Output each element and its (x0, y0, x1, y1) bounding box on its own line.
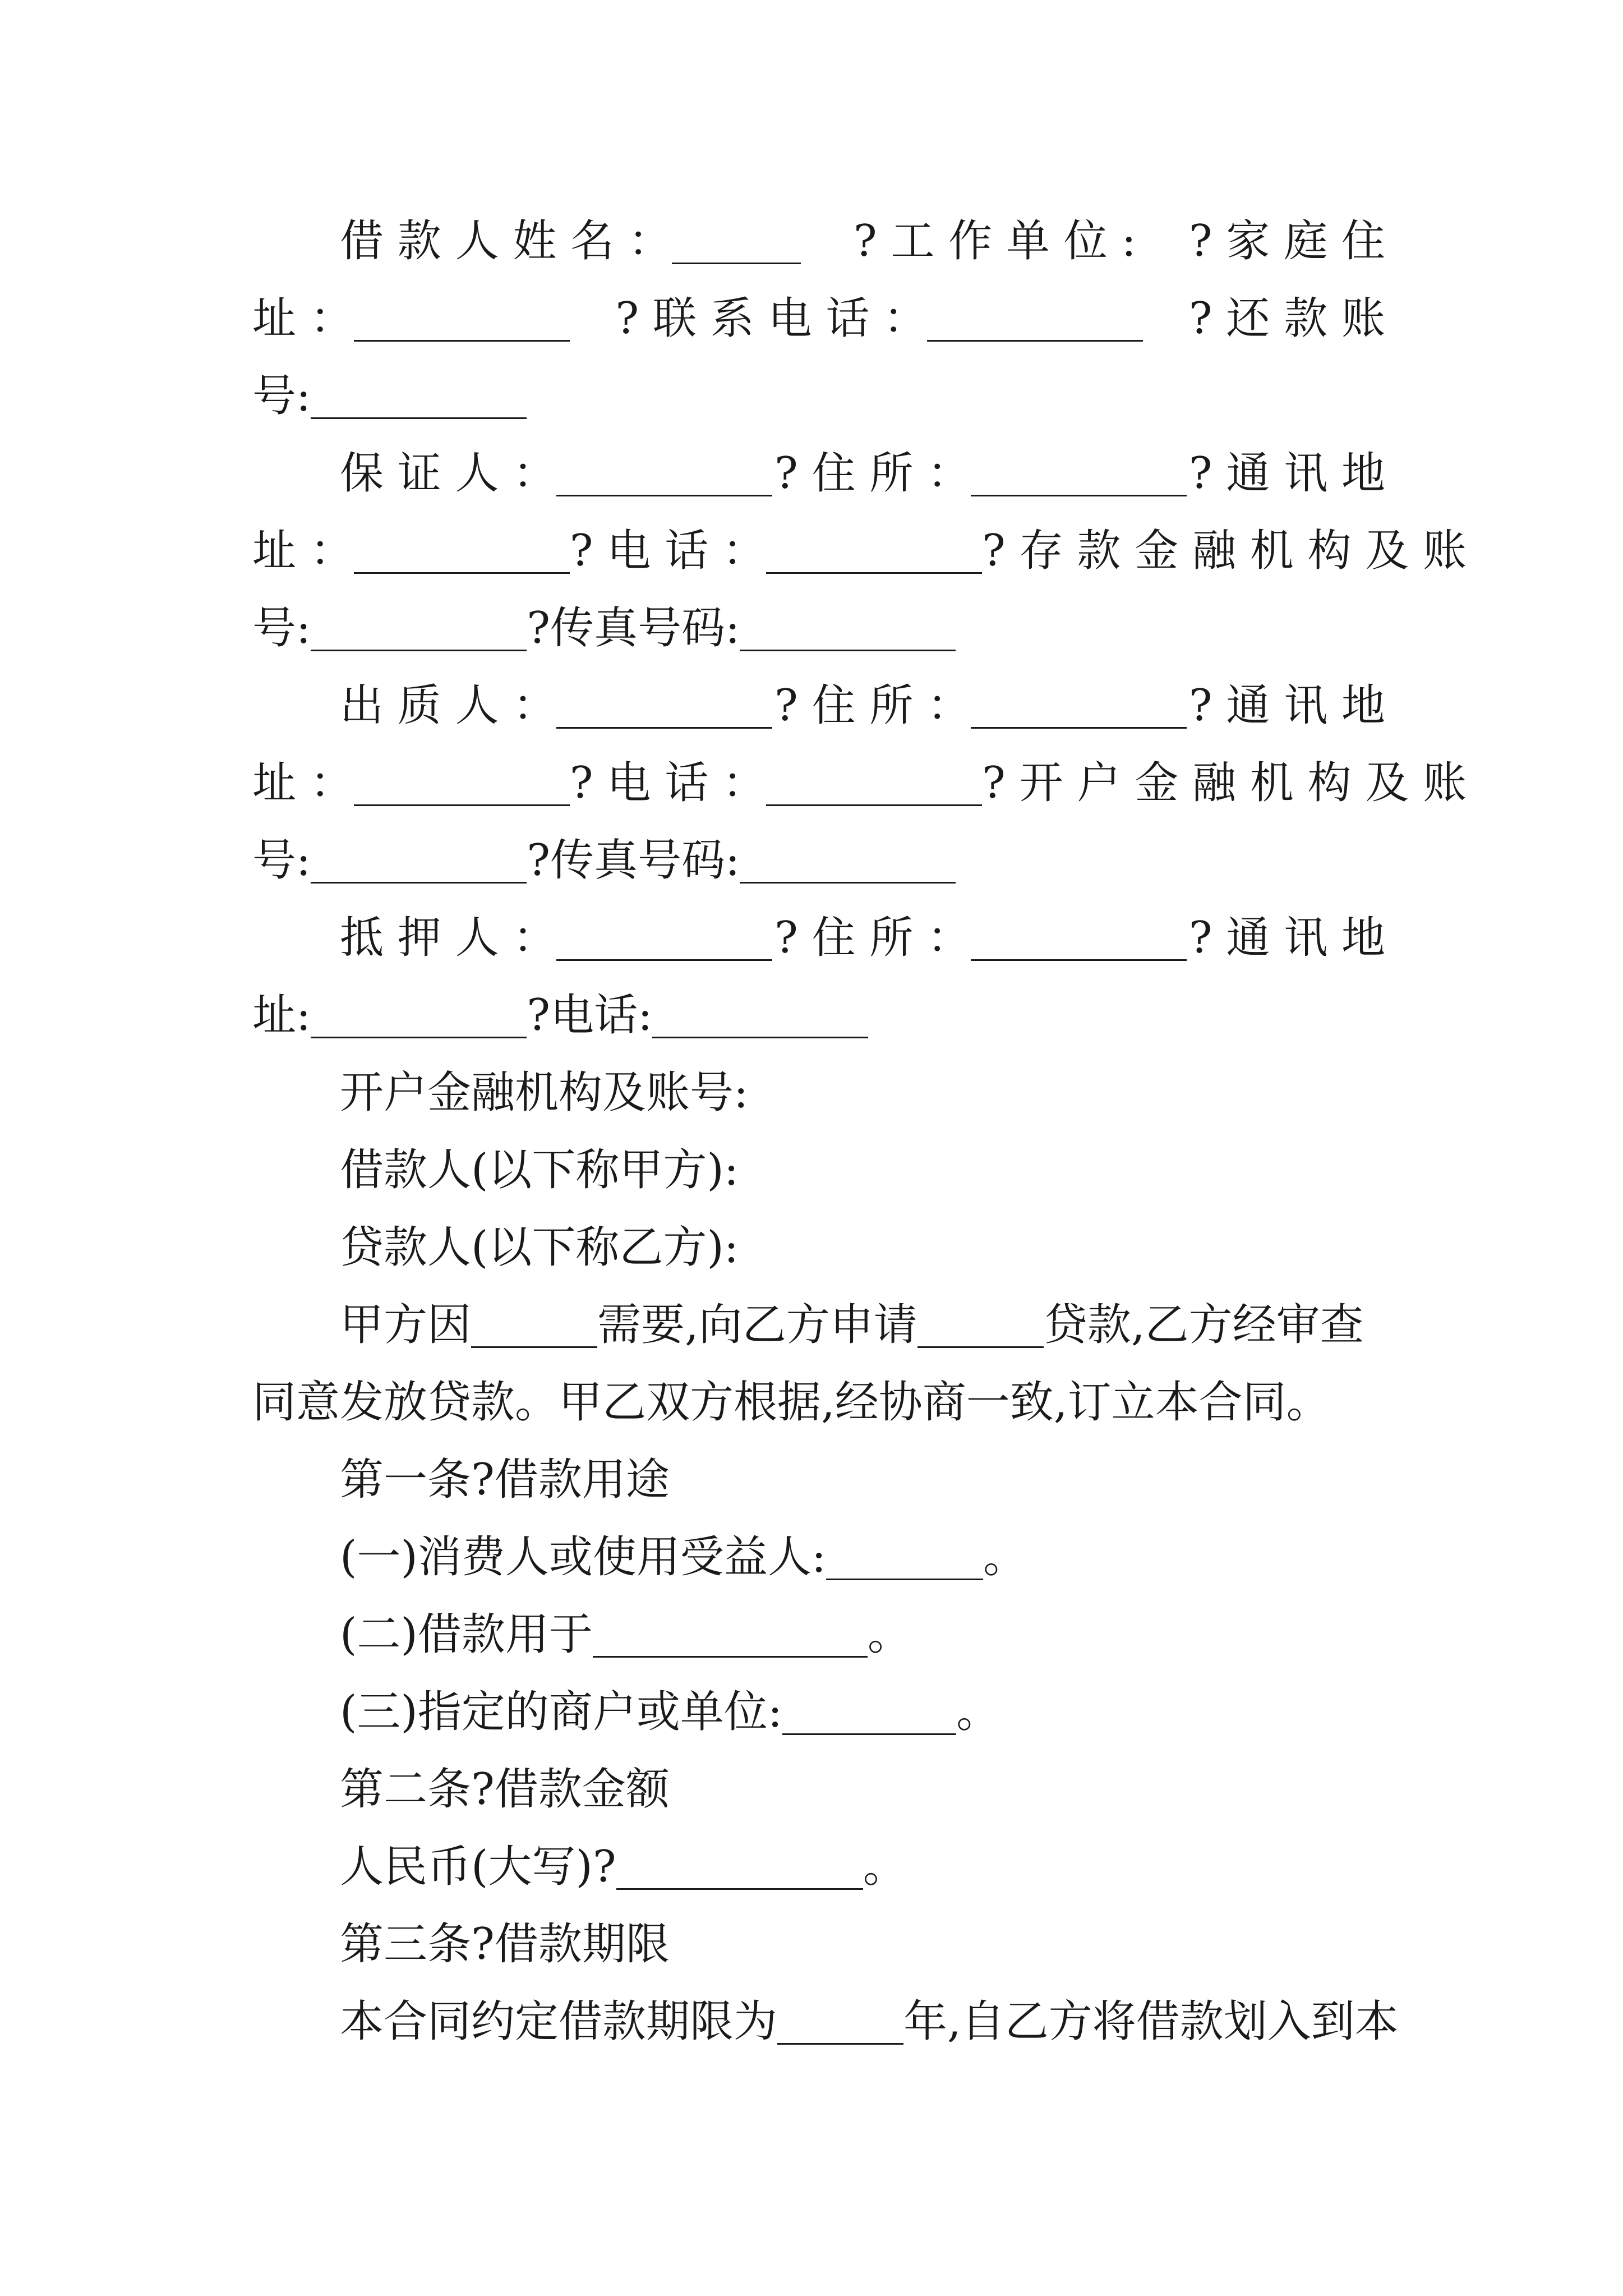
pledgor-addr-cont: 址 ： (252, 758, 354, 808)
pledgor-residence-label: ? 住 所 ： (774, 680, 971, 731)
guarantor-fax-blank[interactable] (740, 606, 956, 651)
borrower-name-label: 借 款 人 姓 名 ： (340, 216, 672, 266)
guarantor-acct-cont: 号: (252, 603, 311, 654)
pledgor-bank-label: ? 开 户 金 融 机 构 及 账 (982, 758, 1467, 808)
need-blank[interactable] (471, 1303, 597, 1348)
article-1-item-1 (340, 1524, 1027, 1591)
borrower-line-1 (340, 208, 1385, 275)
pledgor-phone-blank[interactable] (766, 761, 982, 806)
article-2-title: 第二条?借款金额 (340, 1764, 670, 1815)
guarantor-addr-blank[interactable] (354, 528, 570, 574)
phone-blank[interactable] (927, 296, 1143, 342)
loan-purpose-blank[interactable] (593, 1612, 868, 1658)
party-a-line: 借款人(以下称甲方): (340, 1145, 739, 1195)
home-label: ? 家 庭 住 (1188, 216, 1385, 266)
pledgor-blank[interactable] (556, 683, 772, 729)
pledgor-label: 出 质 人 ： (340, 680, 557, 731)
article-1-title: 第一条?借款用途 (340, 1455, 670, 1505)
borrower-line-3 (252, 362, 527, 430)
pledgor-acct-cont: 号: (252, 835, 311, 886)
guarantor-deposit-label: ? 存 款 金 融 机 构 及 账 (982, 526, 1467, 576)
pledgor-comm-addr-label: ? 通 讯 地 (1188, 680, 1385, 731)
pledgor-addr-blank[interactable] (354, 761, 570, 806)
pledgor-fax-label: ?传真号码: (527, 835, 740, 886)
art2-1-period: 。 (863, 1842, 907, 1892)
term-years-blank[interactable] (777, 1999, 903, 2045)
merchant-blank[interactable] (782, 1690, 956, 1735)
intro-1b: 需要,向乙方申请 (597, 1300, 917, 1350)
art1-3-period: 。 (956, 1687, 1000, 1737)
party-b-line: 贷款人(以下称乙方): (340, 1222, 739, 1273)
mortgagor-addr-blank[interactable] (311, 993, 527, 1038)
guarantor-residence-label: ? 住 所 ： (774, 448, 971, 499)
pledgor-fax-blank[interactable] (740, 838, 956, 884)
art1-2-period: 。 (867, 1609, 911, 1660)
art1-1-period: 。 (983, 1532, 1027, 1582)
guarantor-fax-label: ?传真号码: (527, 603, 740, 654)
guarantor-label: 保 证 人 ： (340, 448, 557, 499)
mortgagor-residence-blank[interactable] (971, 915, 1187, 961)
guarantor-addr-cont: 址 ： (252, 526, 354, 576)
beneficiary-blank[interactable] (826, 1535, 983, 1580)
intro-1a: 甲方因 (340, 1300, 472, 1350)
article-1-item-3 (340, 1678, 1000, 1746)
pledgor-line-3 (252, 827, 956, 894)
guarantor-comm-addr-label: ? 通 讯 地 (1188, 448, 1385, 499)
art3-1a: 本合同约定借款期限为 (340, 1996, 778, 2047)
pledgor-phone-label: ? 电 话 ： (569, 758, 766, 808)
repay-label: ? 还 款 账 (1188, 293, 1385, 344)
pledgor-residence-blank[interactable] (971, 683, 1187, 729)
home-addr-blank[interactable] (354, 296, 570, 342)
bank-account-line: 开户金融机构及账号: (340, 1068, 749, 1118)
guarantor-line-2 (252, 517, 1467, 585)
guarantor-line-3 (252, 595, 956, 662)
repay-acct-blank[interactable] (311, 374, 527, 419)
article-2-item-1 (340, 1833, 907, 1901)
intro-line-1 (340, 1291, 1385, 1359)
article-3-item-1 (340, 1988, 1399, 2055)
intro-1c: 贷款,乙方经审查 (1043, 1300, 1364, 1350)
guarantor-blank[interactable] (556, 451, 772, 496)
mortgagor-phone-blank[interactable] (652, 993, 868, 1038)
intro-line-2: 同意发放贷款。甲乙双方根据,经协商一致,订立本合同。 (252, 1377, 1330, 1428)
article-1-item-2 (340, 1601, 911, 1668)
borrower-name-blank[interactable] (672, 219, 801, 264)
guarantor-phone-blank[interactable] (766, 528, 982, 574)
guarantor-residence-blank[interactable] (971, 451, 1187, 496)
phone-label: ? 联 系 电 话 ： (615, 293, 928, 344)
art1-3-label: (三)指定的商户或单位: (340, 1687, 783, 1737)
pledgor-line-1 (340, 672, 1385, 739)
pledgor-acct-blank[interactable] (311, 838, 527, 884)
loan-type-blank[interactable] (917, 1303, 1044, 1348)
mortgagor-line-2 (252, 982, 868, 1049)
article-3-title: 第三条?借款期限 (340, 1919, 670, 1970)
mortgagor-label: 抵 押 人 ： (340, 913, 557, 963)
amount-blank[interactable] (616, 1844, 863, 1890)
mortgagor-blank[interactable] (556, 915, 772, 961)
art3-1b: 年,自乙方将借款划入到本 (903, 1996, 1399, 2047)
mortgagor-residence-label: ? 住 所 ： (774, 913, 971, 963)
art1-1-label: (一)消费人或使用受益人: (340, 1532, 827, 1582)
borrower-line-2 (252, 285, 1385, 352)
guarantor-line-1 (340, 440, 1385, 507)
art1-2-label: (二)借款用于 (340, 1609, 593, 1660)
work-unit-label: ? 工 作 单 位 : (853, 216, 1136, 266)
guarantor-phone-label: ? 电 话 ： (569, 526, 766, 576)
repay-acct-cont: 号: (252, 371, 311, 421)
mortgagor-phone-label: ?电话: (527, 990, 653, 1041)
guarantor-acct-blank[interactable] (311, 606, 527, 651)
pledgor-line-2 (252, 749, 1467, 817)
mortgagor-comm-addr-label: ? 通 讯 地 (1188, 913, 1385, 963)
mortgagor-line-1 (340, 904, 1385, 972)
mortgagor-addr-cont: 址: (252, 990, 311, 1041)
art2-1-label: 人民币(大写)? (340, 1842, 616, 1892)
home-addr-cont: 址 ： (252, 293, 354, 344)
